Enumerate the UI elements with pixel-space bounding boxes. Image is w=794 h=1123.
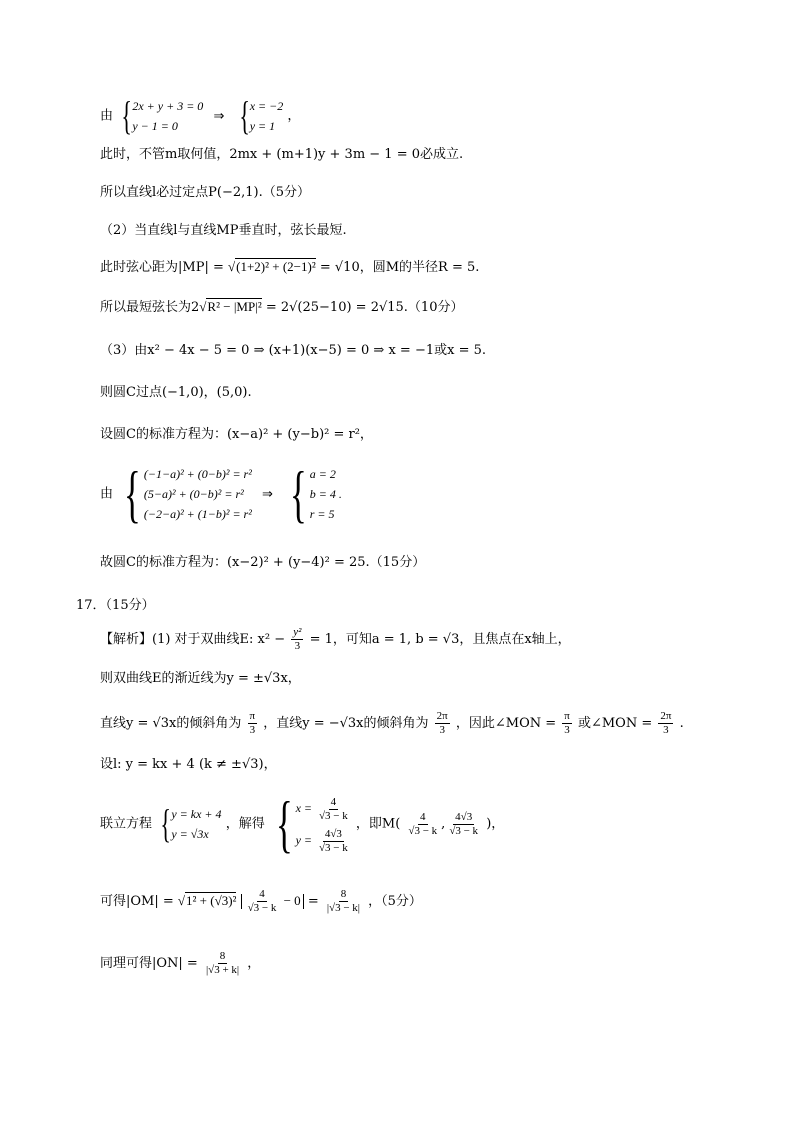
equation: y = 1	[249, 119, 276, 133]
equation: b = 4 .	[309, 487, 342, 501]
text: 【解析】(1) 对于双曲线E: x² −	[100, 632, 290, 647]
equation: x = −2	[249, 99, 284, 113]
line-9: 设圆C的标准方程为：(x−a)² + (y−b)² = r²，	[100, 427, 373, 442]
line-16: 联立方程 { y = kx + 4 y = √3x ，解得 { x = $\frac{4}{√3 - k}$ y = $\frac{4√3}{√3 - k}$ ，即M( $\frac{4}{√3 - k}$ , $\frac{4√3}{√3 - k}$ )，	[100, 788, 505, 859]
line-7: （3）由x² − 4x − 5 = 0 ⇒ (x+1)(x−5) = 0 ⇒ x = −1或x = 5.	[100, 343, 486, 358]
equation: (−1−a)² + (0−b)² = r²	[143, 467, 252, 481]
equation-system: { (−1−a)² + (0−b)² = r² (5−a)² + (0−b)² = r² (−2−a)² + (1−b)² = r²	[124, 458, 252, 529]
radicand: R² − |MP|²	[207, 299, 262, 314]
line-12: 【解析】(1) 对于双曲线E: x² − $\frac{\text{y²}}{3}$ = 1，可知a = 1, b = √3，且焦点在x轴上，	[100, 626, 571, 652]
equation-system: { x = −2 y = 1	[238, 93, 284, 138]
equation: r = 5	[309, 507, 335, 521]
line-11: 故圆C的标准方程为：(x−2)² + (y−4)² = 25.（15分）	[100, 555, 426, 570]
text: ，	[287, 108, 301, 124]
text: 由	[100, 486, 114, 502]
text: 所以最短弦长为2	[100, 300, 200, 315]
radicand: (1+2)² + (2−1)²	[236, 259, 316, 274]
line-6: 所以最短弦长为2√R² − |MP|² = 2√(25−10) = 2√15.（10分）	[100, 299, 464, 315]
line-system-2	[100, 458, 342, 529]
line-8: 则圆C过点(−1,0)，(5,0).	[100, 385, 252, 400]
line-15: 设l: y = kx + 4 (k ≠ ±√3)，	[100, 757, 277, 772]
line-18: 同理可得|ON| = $\frac{8}{|√3 + k|}$ ，	[100, 950, 261, 976]
line-5: 此时弦心距为|MP| = √(1+2)² + (2−1)² = √10，圆M的半径R = 5.	[100, 259, 480, 275]
text: = √10，圆M的半径R = 5.	[315, 260, 480, 275]
text: = 2√(25−10) = 2√15.（10分）	[261, 300, 464, 315]
implies-symbol: ⇒	[261, 485, 273, 501]
line-system-1	[100, 93, 301, 138]
equation: y − 1 = 0	[132, 119, 178, 133]
line-2: 此时，不管m取何值，2mx + (m+1)y + 3m − 1 = 0必成立.	[100, 147, 464, 162]
line-4: （2）当直线l与直线MP垂直时，弦长最短.	[100, 223, 347, 238]
equation: a = 2	[309, 467, 336, 481]
question-number: 17．（15分）	[76, 598, 155, 613]
implies-symbol: ⇒	[213, 107, 225, 123]
line-17: 可得|OM| = √1² + (√3)² $\frac{4}{√3 - k}$ − 0 = $\frac{8}{|√3 - k|}$ ，（5分）	[100, 888, 422, 914]
text: 由	[100, 108, 114, 124]
equation: (−2−a)² + (1−b)² = r²	[143, 507, 252, 521]
equation-system: { 2x + y + 3 = 0 y − 1 = 0	[121, 93, 204, 138]
equation: (5−a)² + (0−b)² = r²	[143, 487, 244, 501]
equation-system: { y = kx + 4 y = √3x	[160, 801, 222, 846]
text: 此时弦心距为|MP| =	[100, 260, 228, 275]
line-3: 所以直线l必过定点P(−2,1).（5分）	[100, 185, 311, 200]
equation: 2x + y + 3 = 0	[132, 99, 204, 113]
line-14: 直线y = √3x的倾斜角为 $\frac{\pi}{3}$ ，直线y = −√3x的倾斜角为 $\frac{2\pi}{3}$ ，因此∠MON = $\frac{\pi}{3}$ 或∠MON = $\frac{2\pi}{3}$ .	[100, 710, 684, 736]
equation-system: { a = 2 b = 4 . r = 5	[289, 458, 342, 529]
text: = 1，可知a = 1, b = √3，且焦点在x轴上，	[309, 632, 571, 647]
equation-system: { x = $\frac{4}{√3 - k}$ y = $\frac{4√3}{√3 - k}$	[275, 788, 348, 859]
line-13: 则双曲线E的渐近线为y = ±√3x，	[100, 671, 301, 686]
